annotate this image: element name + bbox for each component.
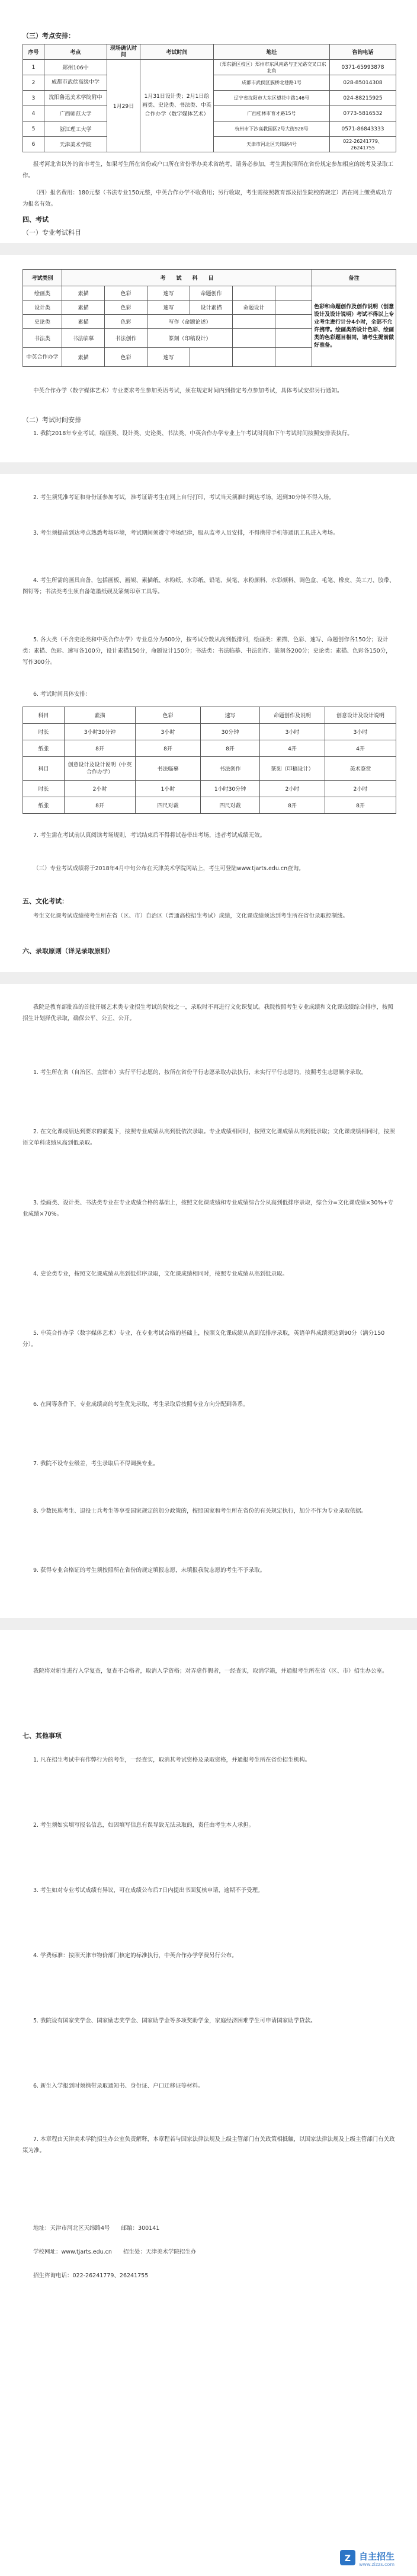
table-cell [275,348,312,367]
table-cell [233,329,275,348]
paragraph: （四）报名费用：180元整（书法专业150元整，中英合作办学不收费用；另行收取，考生需按照教育部及招生院校的规定）需在网上缴费成功方为报名有效。 [23,190,393,207]
table-cell: 速写 [147,301,190,315]
subsection-heading: （二）考试时间安排 [23,416,81,424]
table-cell: 1小时 [136,781,201,797]
table-cell: 2 [23,75,44,91]
paragraph: 1. 凡在招生考试中有作弊行为的考生，一经查实，取消其考试资格及录取资格，并通报考生所在省份招生机构。 [33,1757,311,1763]
table-cell: 素描 [62,315,105,329]
table-cell [275,329,312,348]
table-cell: 022-26241779、26241755 [330,137,396,152]
paragraph: 6. 新生入学报到时须携带录取通知书、身份证、户口迁移证等材料。 [33,2083,204,2089]
venue-th-confirm: 现场确认时间 [107,44,140,60]
watermark-logo [340,2548,410,2571]
section-heading: 七、其他事项 [23,1732,62,1740]
table-cell: 色彩 [105,315,147,329]
table-cell: 色彩 [105,348,147,367]
table-cell [275,301,312,315]
table-cell: 科目 [23,707,65,724]
table-cell [190,348,233,367]
table-cell: 2小时 [260,781,325,797]
table-cell: 028-85014308 [330,75,396,91]
paragraph: 6. 在同等条件下，专业成绩高的考生优先录取，考生录取后按照专业方向分配到各系。 [33,1401,249,1408]
subjects-th-category: 考试类别 [23,270,62,286]
table-cell: 科目 [23,757,65,781]
table-cell: 命题创作及说明 [260,707,325,724]
table-cell: 4开 [325,740,396,757]
table-cell: 书法临摹 [136,757,201,781]
watermark-url: www.zizzs.com [359,2562,395,2567]
table-cell: 8开 [201,740,260,757]
paragraph: 4. 考生所需的画具自备，包括画板、画架、素描纸、水粉纸、水彩纸、铅笔、炭笔、水粉颜料、水彩颜料、调色盒、毛笔、橡皮、美工刀、胶带、图钉等；书法类考生须自备笔墨纸砚及篆刻印章工具等。 [23,577,395,595]
table-cell: 命题创作 [190,286,233,301]
table-cell: 设计类 [23,301,62,315]
divider [0,972,417,984]
table-cell: 成都市武侯区簇桥北巷路1号 [214,75,330,91]
section-heading: 六、录取原则（详见录取原则） [23,947,114,955]
table-cell: 3小时 [325,724,396,740]
table-cell: 30分钟 [201,724,260,740]
section-other-matters [0,1630,417,2576]
confirm-time-cell: 1月29日 [107,60,140,152]
divider [0,243,417,255]
venue-table [23,44,396,152]
table-cell: 速写 [147,286,190,301]
table-cell: 创意设计及设计说明 [325,707,396,724]
paragraph: 2. 考生须如实填写报名信息，如因填写信息有误导致无法录取的，责任由考生本人承担。 [33,1822,255,1829]
table-cell [233,315,275,329]
paragraph: 7. 我院不设专业级差，考生录取后不得调换专业。 [33,1460,159,1467]
table-cell: 时长 [23,781,65,797]
table-cell [233,286,275,301]
table-cell: 篆刻（印稿设计） [260,757,325,781]
table-cell: 广西师范大学 [44,106,107,122]
table-cell: 2小时 [65,781,136,797]
subjects-table [23,269,396,367]
table-cell: 书法类 [23,329,62,348]
table-cell: 3 [23,91,44,106]
table-cell: 书法创作 [105,329,147,348]
venue-th-no: 序号 [23,44,44,60]
divider [0,1618,417,1630]
paragraph: 3. 考生如对专业考试成绩有异议，可在成绩公布后7日内提出书面复核申请，逾期不予受理。 [33,1887,264,1894]
paragraph: 7. 本章程由天津美术学院招生办公室负责解释，本章程若与国家法律法规及上级主管部门有关政策相抵触，以国家法律法规及上级主管部门有关政策为准。 [23,2136,395,2154]
venue-heading: （三）考点安排： [23,32,75,40]
paragraph: 9. 获得专业合格证的考生须按照所在省份的规定填报志愿，未填报我院志愿的考生不予录取。 [33,1567,266,1574]
table-cell: 6 [23,137,44,152]
paragraph: 6. 考试时间具体安排： [33,691,91,698]
subjects-th-subjects: 考 试 科 目 [62,270,312,286]
paragraph: 1. 我院2018年专业考试，绘画类、设计类、史论类、书法类、中英合作办学专业上午考试时间和下午考试时间按照安排表执行。 [33,430,353,437]
table-cell [275,315,312,329]
paragraph: 7. 考生需在考试前认真阅读考场规则，考试结束后不得将试卷带出考场，违者考试成绩无效。 [33,832,266,839]
paragraph: 考生文化课考试成绩按考生所在省（区、市）自治区（普通高校招生考试）成绩，文化课成绩须达到考生所在省份录取控制线。 [33,913,349,919]
svg-text:Z: Z [344,2554,351,2564]
table-cell: 写作（命题论述） [147,315,233,329]
table-cell: 中英合作办学 [23,348,62,367]
table-cell: 1 [23,60,44,75]
table-cell: 024-88215925 [330,91,396,106]
paragraph: （三）专业考试成绩将于2018年4月中旬公布在天津美术学院网站上，考生可登陆www.tjarts.edu.cn查询。 [33,865,304,872]
table-cell: 3小时 [136,724,201,740]
contact-phone: 招生咨询电话：022-26241779、26241755 [33,2273,149,2279]
paragraph: 3. 绘画类、设计类、书法类专业在专业成绩合格的基础上，按照文化课成绩和专业成绩综合分从高到低排序录取，综合分=文化课成绩×30%+专业成绩×70%。 [23,1200,394,1217]
table-cell: 8开 [260,797,325,814]
venue-th-time: 考试时间 [140,44,214,60]
table-cell: 速写 [201,707,260,724]
table-cell: 浙江理工大学 [44,122,107,137]
table-cell: 1小时30分钟 [201,781,260,797]
table-cell: 书法创作 [201,757,260,781]
table-cell: 四尺对裁 [136,797,201,814]
table-cell: 0371-65993878 [330,60,396,75]
paragraph: 4. 史论类专业，按照文化课成绩从高到低排序录取，文化课成绩相同时，按照专业成绩从高到低录取。 [33,1271,288,1277]
paragraph: 8. 少数民族考生、退役士兵考生等享受国家规定的加分政策的，按照国家和考生所在省份的有关规定执行，加分不作为专业录取依据。 [33,1508,367,1514]
section-admission-rules [0,984,417,1618]
table-cell: 设计素描 [190,301,233,315]
section-heading: 五、文化考试： [23,897,68,905]
table-cell: 8开 [325,797,396,814]
table-cell: 命题设计 [233,301,275,315]
paragraph: 2. 考生须凭准考证和身份证参加考试，准考证请考生在网上自行打印，考试当天须准时到达考场，迟到30分钟不得入场。 [33,494,335,501]
contact-address: 地址：天津市河北区天纬路4号 邮编：300141 [33,2225,160,2232]
subjects-note: 色彩和命题创作及创作说明（创意设计及设计说明）考试不得以上专业考生进行计分4小时，全部不允许携带。绘画类的设计色彩、绘画类的色彩题目相同，请考生提前做好准备。 [312,286,396,367]
paragraph: 5. 我院设有国家奖学金、国家励志奖学金、国家助学金等多项奖助学金，家庭经济困难学生可申请国家助学贷款。 [33,2018,316,2024]
table-cell: 纸张 [23,740,65,757]
table-cell [233,348,275,367]
table-cell: 四尺对裁 [201,797,260,814]
table-cell: 创意设计及设计说明（中英合作办学） [65,757,136,781]
section-exam-subjects [0,255,417,462]
table-cell: 速写 [147,348,190,367]
watermark-text: 自主招生 [359,2551,395,2562]
table-cell: （郑东新区校区）郑州市东风南路与正光路交叉口东北角 [214,60,330,75]
table-cell: 2小时 [325,781,396,797]
subsection-heading: （一）专业考试科目 [23,229,81,236]
table-cell: 素描 [62,286,105,301]
table-cell: 色彩 [105,301,147,315]
schedule-table [23,707,396,814]
table-cell: 成都市武侯高级中学 [44,75,107,91]
section-exam-venues [0,24,417,243]
paragraph: 5. 各大类（不含史论类和中英合作办学）专业总分为600分，按考试分数从高到低排列，绘画类：素描、色彩、速写、命题创作各150分；设计类：素描、色彩、速写各100分，设计素描150分，命题设计150分；书法类：书法临摹、书法创作、篆刻各200分；史论类：素描、色彩各150分，写作300分。 [23,637,392,666]
subjects-th-note: 备注 [312,270,396,286]
table-cell: 时长 [23,724,65,740]
table-cell: 色彩 [105,286,147,301]
table-cell: 篆刻（印稿设计） [147,329,233,348]
paragraph: 3. 考生须提前到达考点熟悉考场环境，考试期间须遵守考场纪律，服从监考人员安排，不得携带手机等通讯工具进入考场。 [33,530,339,536]
exam-time-cell: 1月31日设计类；2月1日绘画类、史论类、书法类、中英合作办学（数字媒体艺术） [140,60,214,152]
table-cell: 色彩 [136,707,201,724]
table-cell: 8开 [65,740,136,757]
table-cell: 辽宁省沈阳市大东区望花中路146号 [214,91,330,106]
table-cell: 8开 [136,740,201,757]
table-cell: 史论类 [23,315,62,329]
paragraph: 我院是教育部批准的首批开展艺术类专业招生考试的院校之一，录取时不再进行文化课复试。我院按照考生专业成绩和文化课成绩综合排序，按照招生计划择优录取，确保公平、公正、公开。 [23,1004,394,1022]
table-cell [275,286,312,301]
venue-th-phone: 咨询电话 [330,44,396,60]
table-cell: 美术鉴赏 [325,757,396,781]
paragraph: 5. 中英合作办学（数字媒体艺术）专业，在专业考试合格的基础上，按照文化课成绩从高到低排序录取，英语单科成绩须达到90分（满分150分）。 [23,1330,385,1348]
table-cell: 沈阳鲁迅美术学院附中 [44,91,107,106]
paragraph: 中英合作办学（数字媒体艺术）专业要求考生参加英语考试，须在规定时间内到指定考点参加考试，具体考试安排另行通知。 [33,388,343,394]
table-cell: 广西桂林市育才路15号 [214,106,330,122]
table-cell: 素描 [62,301,105,315]
table-cell: 杭州市下沙高教园区2号大街928号 [214,122,330,137]
venue-th-address: 地址 [214,44,330,60]
table-cell: 天津市河北区天纬路4号 [214,137,330,152]
section-heading: 四、考试 [23,216,49,223]
table-cell: 3小时 [260,724,325,740]
table-cell: 绘画类 [23,286,62,301]
divider [0,462,417,474]
paragraph: 1. 考生所在省（自治区、直辖市）实行平行志愿的，按所在省份平行志愿录取办法执行，未实行平行志愿的，按照考生志愿顺序录取。 [33,1069,367,1076]
contact-website: 学校网址：www.tjarts.edu.cn 招生处：天津美术学院招生办 [33,2249,197,2255]
paragraph: 2. 在文化课成绩达到要求的前提下，按照专业成绩从高到低依次录取。专业成绩相同时，按照文化课成绩从高到低录取；文化课成绩相同时，按照语文单科成绩从高到低录取。 [23,1129,395,1146]
table-cell: 3小时30分钟 [65,724,136,740]
table-cell: 天津美术学院 [44,137,107,152]
table-cell: 书法临摹 [62,329,105,348]
table-cell: 4开 [260,740,325,757]
table-cell: 0571-86843333 [330,122,396,137]
paragraph: 报考河北省以外的省市考生，如果考生所在省份或户口所在省份举办美术省统考，请务必参加，考生需按照所在省份规定参加相应的统考及录取工作。 [23,161,394,179]
paragraph: 4. 学费标准：按照天津市物价部门核定的标准执行，中英合作办学学费另行公布。 [33,1952,238,1959]
table-cell: 8开 [65,797,136,814]
table-cell: 素描 [65,707,136,724]
table-cell: 4 [23,106,44,122]
section-exam-rules [0,474,417,972]
paragraph: 我院将对新生进行入学复查，复查不合格者，取消入学资格；对弄虚作假者，一经查实，取消学籍，并通报考生所在省（区、市）招生办公室。 [33,1668,388,1674]
venue-th-site: 考点 [44,44,107,60]
table-cell: 郑州106中 [44,60,107,75]
table-cell: 5 [23,122,44,137]
table-cell: 素描 [62,348,105,367]
table-cell: 纸张 [23,797,65,814]
table-cell: 0773-5816532 [330,106,396,122]
